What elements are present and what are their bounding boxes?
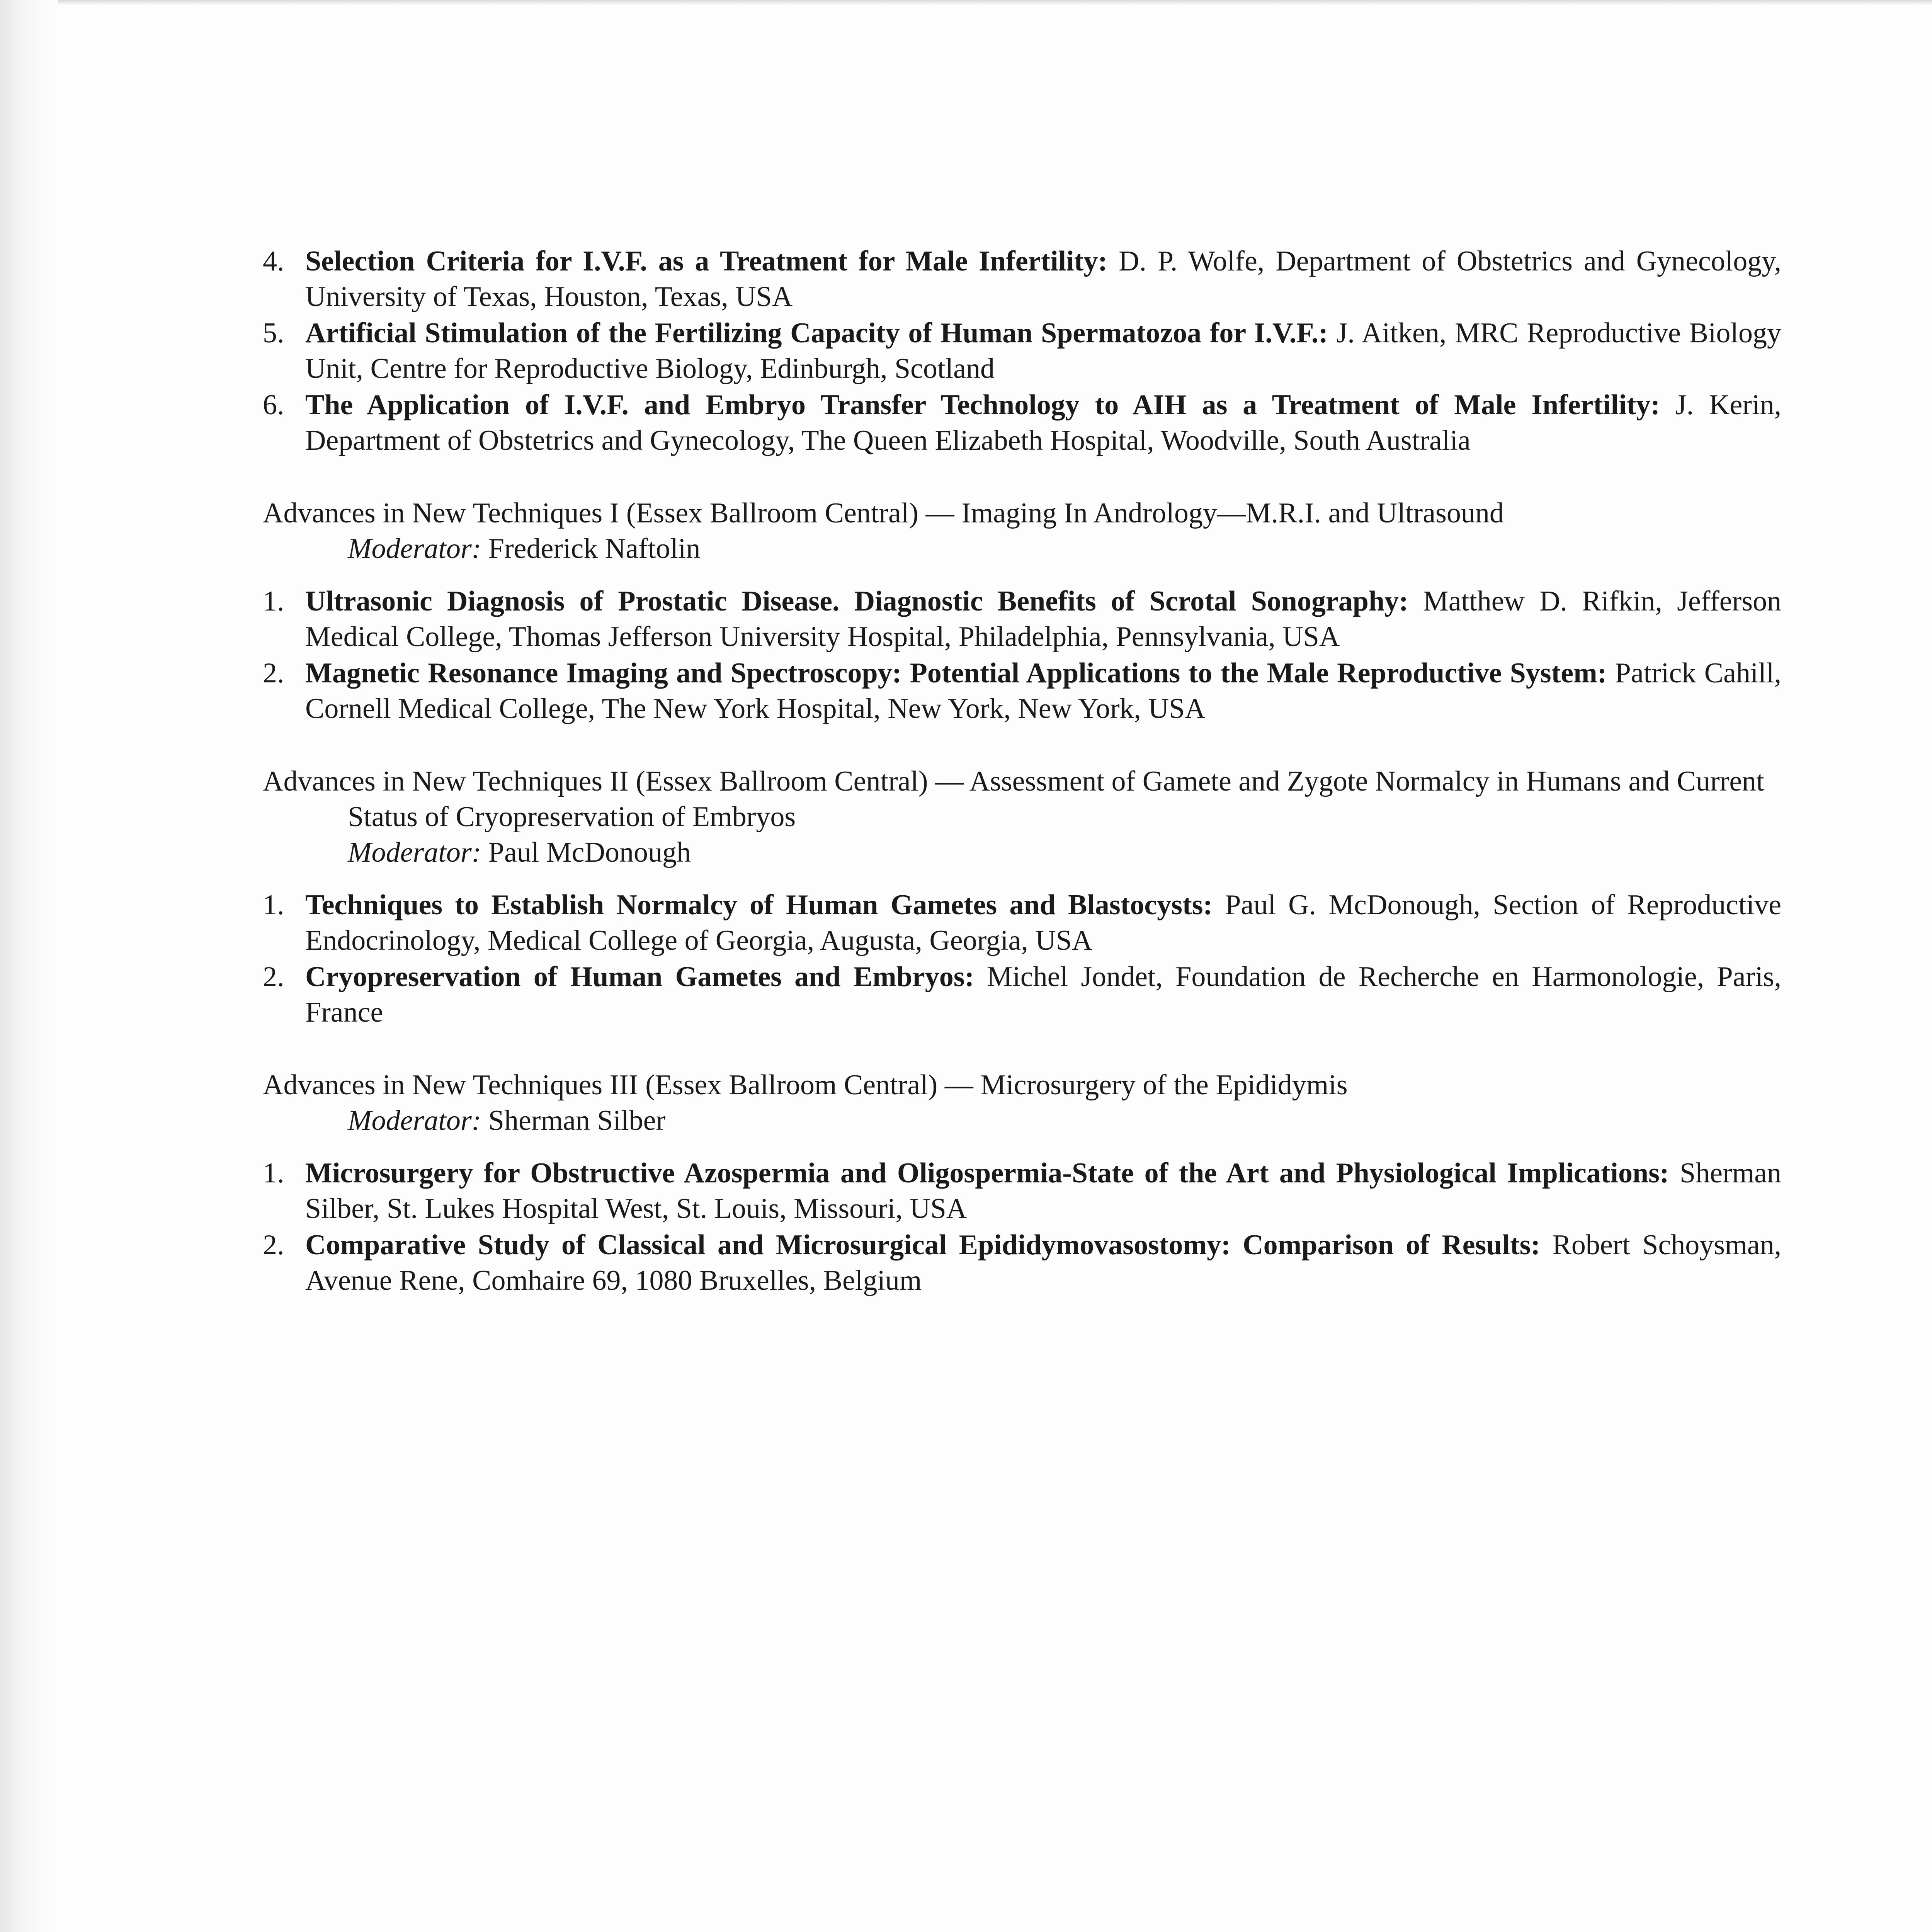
page-top-edge-shadow: [0, 0, 1932, 5]
page-left-edge-shadow: [0, 0, 58, 1932]
moderator-line: Moderator: Sherman Silber: [348, 1105, 666, 1136]
entry-title: Microsurgery for Obstructive Azospermia and Oligospermia-State of the Art and Physiological Implications:: [305, 1157, 1669, 1189]
session-heading: Advances in New Techniques II (Essex Ballroom Central) — Assessment of Gamete and Zygote Normalcy in Humans and Current Status of Cryopreservation of Embryos Moderator: Paul McDonough: [263, 764, 1781, 870]
program-entry: 5. Artificial Stimulation of the Fertilizing Capacity of Human Spermatozoa for I.V.F.: J. Aitken, MRC Reproductive Biology Unit, Centre for Reproductive Biology, Edinburgh, Scotland: [263, 317, 1781, 384]
entry-speaker: Sherman Silber, St. Lukes Hospital West, St. Louis, Missouri, USA: [305, 1157, 1781, 1225]
entry-speaker: Paul G. McDonough, Section of Reproductive Endocrinology, Medical College of Georgia, Augusta, Georgia, USA: [305, 889, 1782, 956]
session-heading: Advances in New Techniques I (Essex Ballroom Central) — Imaging In Andrology—M.R.I. and Ultrasound Moderator: Frederick Naftolin: [263, 495, 1781, 566]
program-entry: 1. Microsurgery for Obstructive Azospermia and Oligospermia-State of the Art and Physiological Implications: Sherman Silber, St. Lukes Hospital West, St. Louis, Missouri, USA: [263, 1157, 1781, 1225]
entry-title: The Application of I.V.F. and Embryo Transfer Technology to AIH as a Treatment of Male Infertility:: [305, 389, 1660, 421]
program-entry: 1. Techniques to Establish Normalcy of Human Gametes and Blastocysts: Paul G. McDonough, Section of Reproductive Endocrinology, Medical College of Georgia, Augusta, Georgia, USA: [263, 889, 1782, 956]
entry-speaker: J. Aitken, MRC Reproductive Biology Unit, Centre for Reproductive Biology, Edinburgh, Scotland: [305, 317, 1781, 384]
session-block: [263, 495, 1781, 726]
entry-speaker: Patrick Cahill, Cornell Medical College, The New York Hospital, New York, New York, USA: [305, 657, 1781, 724]
continued-entries: [263, 243, 1781, 458]
entry-title: Cryopreservation of Human Gametes and Embryos:: [305, 961, 975, 993]
moderator-line: Moderator: Paul McDonough: [348, 837, 691, 868]
entry-title: Artificial Stimulation of the Fertilizing Capacity of Human Spermatozoa for I.V.F.:: [305, 317, 1328, 349]
program-listing: [263, 243, 1781, 1299]
entry-title: Magnetic Resonance Imaging and Spectroscopy: Potential Applications to the Male Reproductive System:: [305, 657, 1607, 689]
entry-speaker: Robert Schoysman, Avenue Rene, Comhaire 69, 1080 Bruxelles, Belgium: [305, 1229, 1781, 1296]
program-entry: 6. The Application of I.V.F. and Embryo Transfer Technology to AIH as a Treatment of Male Infertility: J. Kerin, Department of Obstetrics and Gynecology, The Queen Elizabeth Hospital, Woodville, South Australia: [263, 389, 1781, 456]
moderator-name: Paul McDonough: [481, 837, 691, 868]
session-block: [263, 1067, 1781, 1298]
entry-speaker: J. Kerin, Department of Obstetrics and Gynecology, The Queen Elizabeth Hospital, Woodville, South Australia: [305, 389, 1781, 456]
session-heading: Advances in New Techniques III (Essex Ballroom Central) — Microsurgery of the Epididymis Moderator: Sherman Silber: [263, 1067, 1781, 1138]
moderator-name: Frederick Naftolin: [481, 533, 701, 565]
entry-speaker: D. P. Wolfe, Department of Obstetrics and Gynecology, University of Texas, Houston, Texas, USA: [305, 245, 1781, 313]
moderator-line: Moderator: Frederick Naftolin: [348, 533, 701, 565]
program-entry: 1. Ultrasonic Diagnosis of Prostatic Disease. Diagnostic Benefits of Scrotal Sonography: Matthew D. Rifkin, Jefferson Medical College, Thomas Jefferson University Hospital, Philadelphia, Pennsylvania, USA: [263, 585, 1781, 653]
program-entry: 2. Comparative Study of Classical and Microsurgical Epididymovasostomy: Comparison of Results: Robert Schoysman, Avenue Rene, Comhaire 69, 1080 Bruxelles, Belgium: [263, 1229, 1781, 1296]
entry-title: Selection Criteria for I.V.F. as a Treatment for Male Infertility:: [305, 245, 1108, 277]
session-block: [263, 764, 1781, 1030]
entry-title: Techniques to Establish Normalcy of Human Gametes and Blastocysts:: [305, 889, 1213, 921]
program-entry: 2. Magnetic Resonance Imaging and Spectroscopy: Potential Applications to the Male Reproductive System: Patrick Cahill, Cornell Medical College, The New York Hospital, New York, New York, USA: [263, 657, 1781, 724]
entry-title: Comparative Study of Classical and Microsurgical Epididymovasostomy: Comparison of Results:: [305, 1229, 1541, 1261]
moderator-name: Sherman Silber: [481, 1105, 666, 1136]
entry-speaker: Matthew D. Rifkin, Jefferson Medical College, Thomas Jefferson University Hospital, Philadelphia, Pennsylvania, USA: [305, 585, 1781, 653]
entry-title: Ultrasonic Diagnosis of Prostatic Disease. Diagnostic Benefits of Scrotal Sonography:: [305, 585, 1408, 617]
program-entry: 4. Selection Criteria for I.V.F. as a Treatment for Male Infertility: D. P. Wolfe, Department of Obstetrics and Gynecology, University of Texas, Houston, Texas, USA: [263, 245, 1781, 313]
program-entry: 2. Cryopreservation of Human Gametes and Embryos: Michel Jondet, Foundation de Recherche en Harmonologie, Paris, France: [263, 961, 1781, 1028]
entry-speaker: Michel Jondet, Foundation de Recherche en Harmonologie, Paris, France: [305, 961, 1781, 1028]
